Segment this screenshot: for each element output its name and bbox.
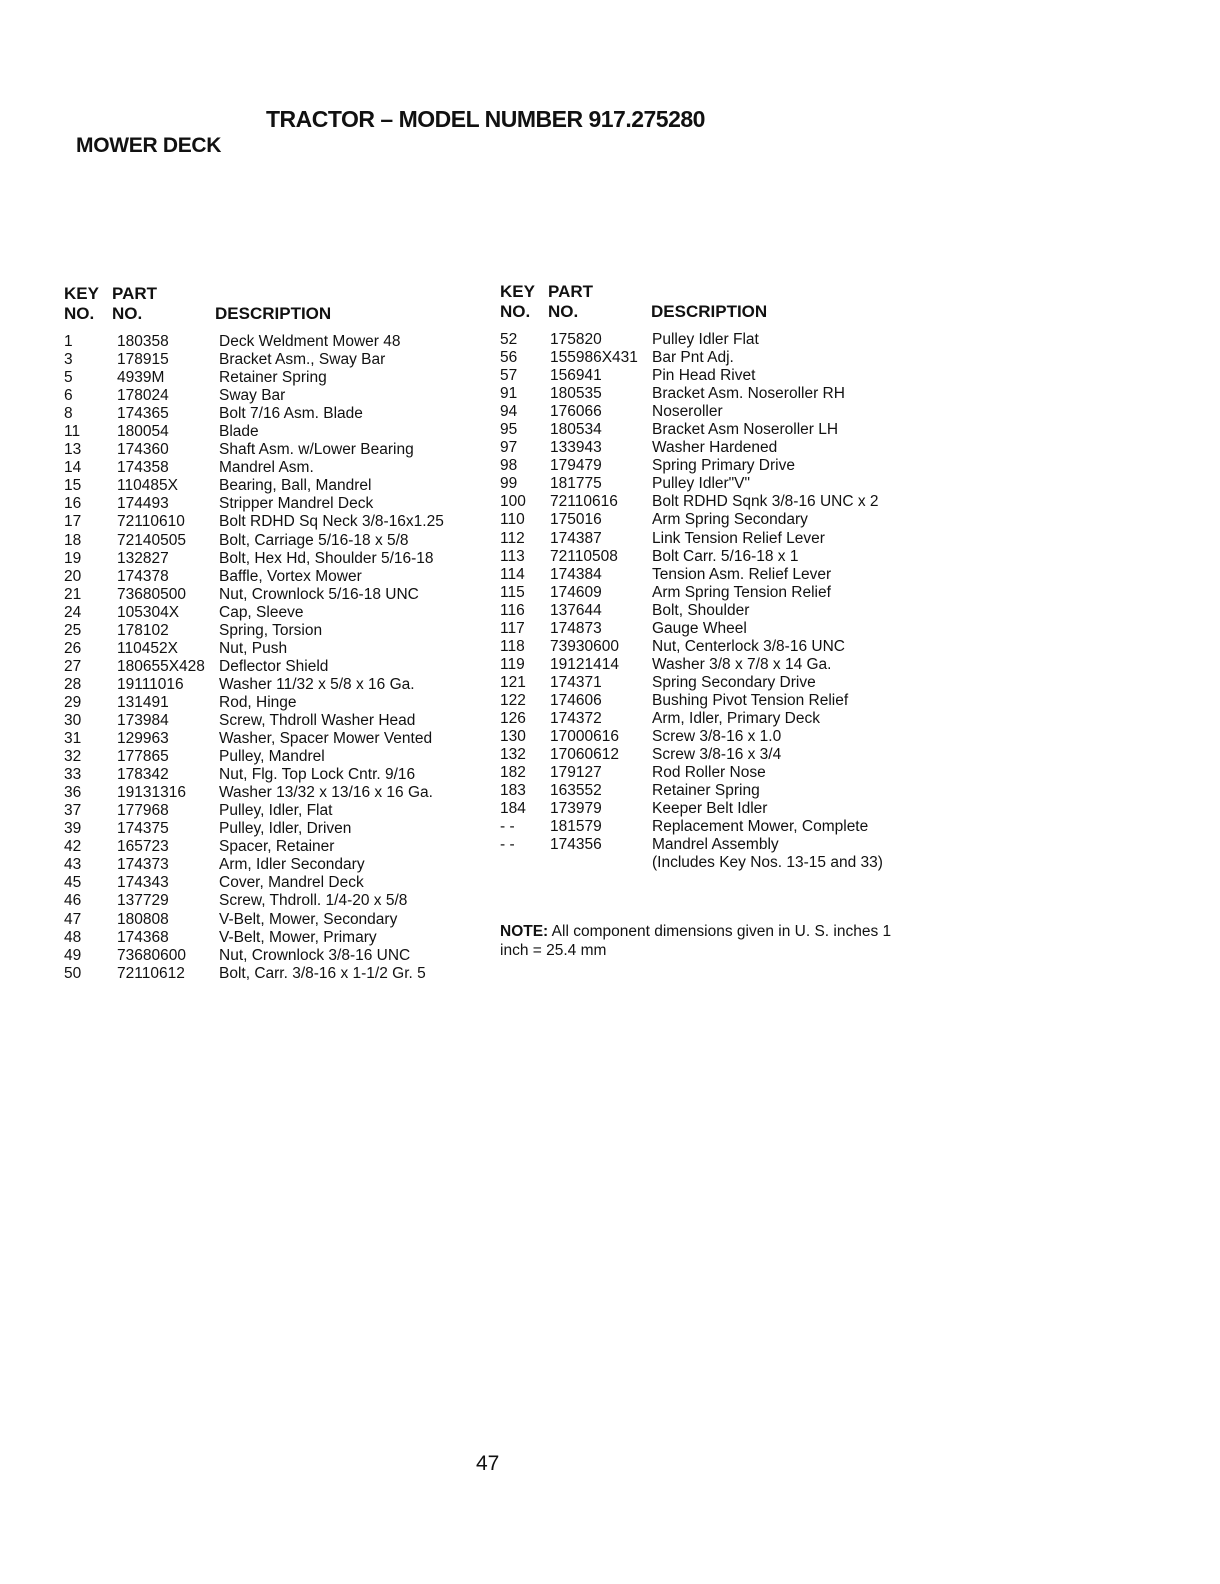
part-number: 110452X	[117, 639, 178, 657]
part-number: 180655X428	[117, 657, 205, 675]
part-number: 180808	[117, 910, 169, 928]
part-number: 137729	[117, 892, 169, 910]
key-number: 37	[64, 802, 82, 820]
part-number: 174356	[550, 836, 602, 854]
part-description: Nut, Flg. Top Lock Cntr. 9/16	[219, 766, 416, 784]
part-description: Retainer Spring	[219, 369, 327, 387]
part-number: 19121414	[550, 655, 619, 673]
part-description: Bar Pnt Adj.	[652, 349, 734, 367]
part-description: Screw 3/8-16 x 3/4	[652, 746, 782, 764]
part-number: 4939M	[117, 369, 165, 387]
part-description: Rod Roller Nose	[652, 764, 766, 782]
part-description: Pulley, Mandrel	[219, 748, 325, 766]
part-description: Washer 11/32 x 5/8 x 16 Ga.	[219, 675, 415, 693]
part-description: Bolt, Shoulder	[652, 601, 750, 619]
part-number: 174387	[550, 529, 602, 547]
key-number: 112	[500, 529, 525, 547]
part-description: Spring Primary Drive	[652, 457, 795, 475]
key-number: 15	[64, 477, 82, 495]
part-description: Bracket Asm. Noseroller RH	[652, 385, 845, 403]
part-description: Sway Bar	[219, 387, 286, 405]
part-number: 105304X	[117, 603, 180, 621]
key-number: 25	[64, 621, 82, 639]
key-number: 36	[64, 784, 82, 802]
part-description: Cover, Mandrel Deck	[219, 874, 364, 892]
part-header-line1: PART	[112, 284, 158, 303]
key-number: 27	[64, 657, 82, 675]
part-number: 17000616	[550, 728, 619, 746]
part-description: Bolt RDHD Sq Neck 3/8-16x1.25	[219, 513, 444, 531]
part-description: Spring, Torsion	[219, 621, 323, 639]
key-number: 19	[64, 549, 82, 567]
part-description: Replacement Mower, Complete	[652, 818, 869, 836]
key-number: 11	[64, 423, 81, 441]
part-description: Nut, Crownlock 5/16-18 UNC	[219, 585, 419, 603]
key-number: 130	[500, 728, 526, 746]
note-label: NOTE:	[500, 923, 549, 940]
key-number: 17	[64, 513, 82, 531]
part-number: 181579	[550, 818, 602, 836]
key-number: 29	[64, 693, 82, 711]
part-description: Link Tension Relief Lever	[652, 529, 825, 547]
key-number: 56	[500, 349, 518, 367]
part-number: 178342	[117, 766, 169, 784]
part-description: Washer 13/32 x 13/16 x 16 Ga.	[219, 784, 433, 802]
part-description: Washer, Spacer Mower Vented	[219, 730, 433, 748]
key-number: 1	[64, 333, 73, 350]
part-description: Bearing, Ball, Mandrel	[219, 477, 372, 495]
part-description: Bolt 7/16 Asm. Blade	[219, 405, 363, 423]
part-number: 174384	[550, 565, 602, 583]
key-number: 97	[500, 439, 518, 457]
part-number: 174493	[117, 495, 169, 513]
section-heading: MOWER DECK	[76, 134, 222, 157]
part-number: 19111016	[117, 675, 184, 693]
note-text: All component dimensions given in U. S. inches 1 inch = 25.4 mm	[500, 923, 892, 959]
key-number: 49	[64, 946, 82, 964]
part-number: 174371	[550, 673, 602, 691]
part-description: Baffle, Vortex Mower	[219, 567, 362, 585]
key-number: 30	[64, 711, 82, 729]
part-description: Mandrel Assembly	[652, 836, 779, 854]
key-number: 119	[500, 655, 525, 673]
key-number: 98	[500, 457, 518, 475]
part-description: Deck Weldment Mower 48	[219, 333, 401, 350]
part-number: 174365	[117, 405, 169, 423]
part-description: Arm Spring Secondary	[652, 511, 808, 529]
key-number: 110	[500, 511, 525, 529]
key-number: 95	[500, 421, 518, 439]
key-number: - -	[500, 836, 515, 854]
part-description: Pulley Idler Flat	[652, 331, 759, 348]
key-number: 45	[64, 874, 82, 892]
part-number: 174375	[117, 820, 169, 838]
key-number: 3	[64, 351, 73, 369]
part-number: 165723	[117, 838, 169, 856]
part-description: Stripper Mandrel Deck	[219, 495, 374, 513]
part-number: 133943	[550, 439, 602, 457]
part-number: 174373	[117, 856, 169, 874]
key-number: 47	[64, 910, 82, 928]
key-number: 31	[64, 730, 82, 748]
part-description: V-Belt, Mower, Secondary	[219, 910, 398, 928]
part-number: 174609	[550, 583, 602, 601]
key-number: 18	[64, 531, 82, 549]
part-number: 110485X	[117, 477, 178, 495]
key-number: 13	[64, 441, 82, 459]
key-number: 114	[500, 565, 525, 583]
part-description: Bracket Asm., Sway Bar	[219, 351, 386, 369]
part-number: 180535	[550, 385, 602, 403]
part-description: Pulley Idler"V"	[652, 475, 751, 493]
part-description: Spring Secondary Drive	[652, 673, 816, 691]
key-number: 113	[500, 547, 525, 565]
key-number: 100	[500, 493, 526, 511]
part-number: 175016	[550, 511, 602, 529]
part-number: 155986X431	[550, 349, 638, 367]
key-number: 26	[64, 639, 82, 657]
part-number: 177968	[117, 802, 169, 820]
part-number: 72140505	[117, 531, 186, 549]
part-description: Bolt, Carr. 3/8-16 x 1-1/2 Gr. 5	[219, 964, 426, 982]
part-description: Bolt, Carriage 5/16-18 x 5/8	[219, 531, 409, 549]
part-description: Rod, Hinge	[219, 693, 297, 711]
key-number: 46	[64, 892, 82, 910]
part-description: Screw 3/8-16 x 1.0	[652, 728, 782, 746]
key-number: 132	[500, 746, 526, 764]
part-number: 73930600	[550, 637, 619, 655]
part-description: Shaft Asm. w/Lower Bearing	[219, 441, 414, 459]
part-number: 131491	[117, 693, 169, 711]
part-description: Tension Asm. Relief Lever	[652, 565, 832, 583]
key-header-line1: KEY	[500, 282, 535, 301]
key-header-line2: NO.	[64, 304, 95, 323]
part-number: 73680500	[117, 585, 186, 603]
part-number: 72110508	[550, 547, 618, 565]
part-number: 132827	[117, 549, 169, 567]
key-header-line2: NO.	[500, 302, 531, 321]
dimensions-note	[500, 922, 900, 960]
key-number: 20	[64, 567, 82, 585]
part-description: Cap, Sleeve	[219, 603, 304, 621]
part-description: Nut, Crownlock 3/8-16 UNC	[219, 946, 411, 964]
part-description: Bracket Asm Noseroller LH	[652, 421, 839, 439]
part-number: 173979	[550, 800, 602, 818]
part-number: 174343	[117, 874, 169, 892]
part-number: 178024	[117, 387, 169, 405]
part-header-line2: NO.	[112, 304, 143, 323]
part-description: Washer Hardened	[652, 439, 778, 457]
key-number: 126	[500, 709, 526, 727]
key-number: 117	[500, 619, 525, 637]
part-number: 156941	[550, 367, 602, 385]
key-number: 8	[64, 405, 73, 423]
key-number: 115	[500, 583, 525, 601]
part-header-line2: NO.	[548, 302, 579, 321]
part-number: 174360	[117, 441, 169, 459]
part-number: 178102	[117, 621, 169, 639]
part-number: 72110616	[550, 493, 618, 511]
part-number: 163552	[550, 782, 602, 800]
part-description: Noseroller	[652, 403, 723, 421]
part-number: 72110610	[117, 513, 185, 531]
part-description: Gauge Wheel	[652, 619, 747, 637]
part-description: Pin Head Rivet	[652, 367, 756, 385]
part-description: Spacer, Retainer	[219, 838, 335, 856]
part-number: 177865	[117, 748, 169, 766]
part-number: 137644	[550, 601, 602, 619]
key-number: 99	[500, 475, 518, 493]
key-number: 43	[64, 856, 82, 874]
key-number: - -	[500, 818, 515, 836]
part-number: 17060612	[550, 746, 619, 764]
key-number: 182	[500, 764, 526, 782]
part-number: 174378	[117, 567, 169, 585]
key-number: 33	[64, 766, 82, 784]
part-description: Mandrel Asm.	[219, 459, 314, 477]
part-description: Pulley, Idler, Flat	[219, 802, 333, 820]
key-number: 121	[500, 673, 526, 691]
part-number: 174606	[550, 691, 602, 709]
part-description: Pulley, Idler, Driven	[219, 820, 352, 838]
page-title: TRACTOR – MODEL NUMBER 917.275280	[266, 106, 705, 132]
part-description: Screw, Thdroll. 1/4-20 x 5/8	[219, 892, 408, 910]
part-description: Arm Spring Tension Relief	[652, 583, 831, 601]
part-description: Bushing Pivot Tension Relief	[652, 691, 849, 709]
part-number: 175820	[550, 331, 602, 348]
part-header-line1: PART	[548, 282, 594, 301]
key-number: 57	[500, 367, 518, 385]
part-number: 180054	[117, 423, 169, 441]
key-number: 21	[64, 585, 82, 603]
key-header-line1: KEY	[64, 284, 99, 303]
part-number: 174372	[550, 709, 602, 727]
key-number: 16	[64, 495, 82, 513]
key-number: 6	[64, 387, 73, 405]
key-number: 48	[64, 928, 82, 946]
part-number: 72110612	[117, 964, 185, 982]
part-number: 181775	[550, 475, 602, 493]
part-description: V-Belt, Mower, Primary	[219, 928, 377, 946]
part-number: 19131316	[117, 784, 186, 802]
description-header: DESCRIPTION	[215, 304, 332, 323]
part-description: Bolt, Hex Hd, Shoulder 5/16-18	[219, 549, 434, 567]
part-description: Arm, Idler, Primary Deck	[652, 709, 820, 727]
key-number: 50	[64, 964, 82, 982]
key-number: 5	[64, 369, 73, 387]
page-number: 47	[476, 1452, 500, 1475]
key-number: 122	[500, 691, 526, 709]
part-description: Retainer Spring	[652, 782, 760, 800]
part-description: Screw, Thdroll Washer Head	[219, 711, 416, 729]
part-description: Keeper Belt Idler	[652, 800, 768, 818]
key-number: 94	[500, 403, 518, 421]
part-number: 179127	[550, 764, 602, 782]
part-description: Nut, Centerlock 3/8-16 UNC	[652, 637, 845, 655]
includes-note: (Includes Key Nos. 13-15 and 33)	[652, 854, 883, 872]
part-number: 174358	[117, 459, 169, 477]
description-header: DESCRIPTION	[651, 302, 768, 321]
part-description: Blade	[219, 423, 259, 441]
key-number: 24	[64, 603, 82, 621]
part-number: 178915	[117, 351, 169, 369]
part-number: 173984	[117, 711, 169, 729]
key-number: 52	[500, 331, 518, 348]
part-description: Deflector Shield	[219, 657, 329, 675]
key-number: 116	[500, 601, 525, 619]
part-number: 180534	[550, 421, 602, 439]
part-number: 174873	[550, 619, 602, 637]
part-number: 129963	[117, 730, 169, 748]
part-number: 180358	[117, 333, 169, 350]
key-number: 91	[500, 385, 518, 403]
part-number: 179479	[550, 457, 602, 475]
key-number: 28	[64, 675, 82, 693]
part-description: Bolt RDHD Sqnk 3/8-16 UNC x 2	[652, 493, 879, 511]
part-number: 176066	[550, 403, 602, 421]
part-number: 174368	[117, 928, 169, 946]
key-number: 14	[64, 459, 82, 477]
part-description: Washer 3/8 x 7/8 x 14 Ga.	[652, 655, 832, 673]
part-description: Bolt Carr. 5/16-18 x 1	[652, 547, 799, 565]
part-description: Arm, Idler Secondary	[219, 856, 365, 874]
key-number: 32	[64, 748, 82, 766]
key-number: 42	[64, 838, 82, 856]
key-number: 118	[500, 637, 525, 655]
part-number: 73680600	[117, 946, 186, 964]
part-description: Nut, Push	[219, 639, 288, 657]
key-number: 184	[500, 800, 526, 818]
key-number: 183	[500, 782, 526, 800]
key-number: 39	[64, 820, 82, 838]
